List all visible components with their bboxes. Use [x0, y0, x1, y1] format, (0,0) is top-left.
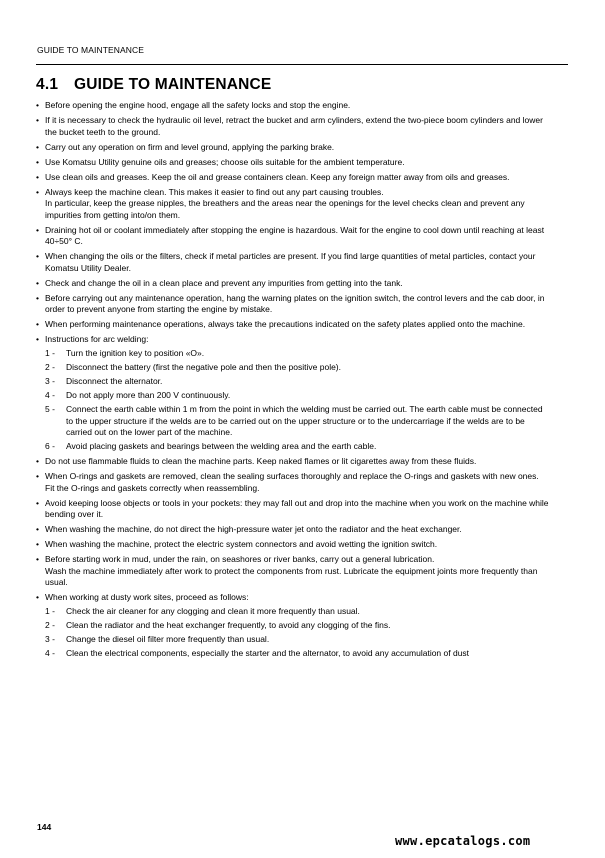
step-number: 1 -	[45, 606, 55, 616]
step-text: Avoid placing gaskets and bearings between the welding area and the earth cable.	[66, 441, 377, 451]
item-text: Do not use flammable fluids to clean the machine parts. Keep naked flames or lit cigarettes away from these fluids.	[45, 456, 477, 466]
item-text: Before starting work in mud, under the rain, on seashores or river banks, carry out a general lubrication.	[45, 554, 435, 564]
list-item	[36, 157, 550, 169]
item-text: Fit the O-rings and gaskets correctly when reassembling.	[45, 482, 260, 493]
item-text: If it is necessary to check the hydraulic oil level, retract the bucket and arm cylinders, extend the two-piece boom cylinders and lower the bucket teeth to the ground.	[45, 115, 543, 137]
bullet-icon: •	[36, 539, 39, 549]
bullet-icon: •	[36, 141, 39, 152]
step-number: 2 -	[45, 620, 55, 630]
step-number: 1 -	[45, 348, 55, 358]
item-text: Before carrying out any maintenance operation, hang the warning plates on the ignition switch, the control levers and the cab door, in order to prevent anyone from starting the engine by mistake.	[45, 292, 545, 314]
step-item	[45, 362, 550, 374]
step-number: 2 -	[45, 362, 55, 372]
bullet-icon: •	[36, 292, 39, 303]
bullet-icon: •	[36, 224, 39, 235]
list-item	[36, 334, 550, 453]
item-text: When washing the machine, protect the electric system connectors and avoid wetting the ignition switch.	[45, 539, 438, 549]
running-header: GUIDE TO MAINTENANCE	[37, 45, 145, 55]
bullet-icon: •	[36, 319, 39, 329]
item-text: When performing maintenance operations, always take the precautions indicated on the safety plates applied onto the machine.	[45, 319, 526, 329]
bullet-icon: •	[36, 156, 39, 167]
step-item	[45, 404, 550, 439]
section-title-text: GUIDE TO MAINTENANCE	[74, 76, 272, 93]
bullet-icon: •	[36, 554, 39, 564]
guide-list	[36, 100, 550, 663]
section-number: 4.1	[36, 76, 59, 93]
bullet-icon: •	[36, 115, 39, 125]
bullet-icon: •	[36, 186, 39, 197]
step-number: 6 -	[45, 441, 55, 451]
welding-steps-list	[45, 348, 550, 453]
step-text: Clean the electrical components, especially the starter and the alternator, to avoid any accumulation of dust	[66, 648, 470, 658]
item-text: Draining hot oil or coolant immediately after stopping the engine is hazardous. Wait for the engine to cool down until reaching at least 40÷50° C.	[45, 224, 545, 246]
list-item	[36, 251, 550, 274]
step-text: Do not apply more than 200 V continuously.	[66, 390, 231, 400]
item-text: Always keep the machine clean. This makes it easier to find out any part causing troubles.	[45, 186, 384, 197]
step-text: Disconnect the alternator.	[66, 376, 163, 386]
header-rule	[36, 64, 568, 65]
bullet-icon: •	[36, 251, 39, 261]
list-item	[36, 539, 550, 551]
step-item	[45, 620, 550, 632]
item-text: When washing the machine, do not direct the high-pressure water jet onto the radiator and the heat exchanger.	[45, 524, 462, 534]
watermark: www.epcatalogs.com	[395, 834, 531, 848]
bullet-icon: •	[36, 277, 39, 288]
step-item	[45, 390, 550, 402]
item-text: Carry out any operation on firm and level ground, applying the parking brake.	[45, 141, 335, 152]
step-text: Turn the ignition key to position «O».	[66, 348, 205, 358]
section-title	[36, 76, 271, 94]
bullet-icon: •	[36, 334, 39, 344]
step-number: 3 -	[45, 634, 55, 644]
list-item	[36, 498, 550, 521]
step-item	[45, 376, 550, 388]
step-text: Connect the earth cable within 1 m from the point in which the welding must be carried out. The earth cable must be connected to the upper structure if the welds are to be carried out on the upper structure or to the undercarriage if the welds are to be carried out on the lower part of the machine.	[66, 404, 543, 437]
step-item	[45, 634, 550, 646]
item-text: When working at dusty work sites, proceed as follows:	[45, 592, 249, 602]
item-text: Use Komatsu Utility genuine oils and greases; choose oils suitable for the ambient temperature.	[45, 156, 405, 167]
item-text: Use clean oils and greases. Keep the oil and grease containers clean. Keep any foreign matter away from oils and greases.	[45, 171, 510, 182]
list-item	[36, 100, 550, 112]
step-text: Change the diesel oil filter more frequently than usual.	[66, 634, 270, 644]
list-item	[36, 293, 550, 316]
dusty-steps-list	[45, 606, 550, 660]
bullet-icon: •	[36, 171, 39, 182]
step-number: 3 -	[45, 376, 55, 386]
list-item	[36, 471, 550, 494]
item-text: Wash the machine immediately after work to protect the components from rust. Lubricate the equipment joints more frequently than usual.	[45, 565, 538, 587]
item-text: When changing the oils or the filters, check if metal particles are present. If you find large quantities of metal particles, contact your Komatsu Utility Dealer.	[45, 251, 536, 273]
list-item	[36, 172, 550, 184]
item-text: Check and change the oil in a clean place and prevent any impurities from getting into the tank.	[45, 277, 403, 288]
step-text: Disconnect the battery (first the negative pole and then the positive pole).	[66, 362, 341, 372]
bullet-icon: •	[36, 592, 39, 602]
item-text: Before opening the engine hood, engage all the safety locks and stop the engine.	[45, 100, 351, 110]
item-text: In particular, keep the grease nipples, the breathers and the areas near the openings for the level checks clean and prevent any impurities from getting into/on them.	[45, 198, 525, 220]
list-item	[36, 278, 550, 290]
page-number: 144	[37, 822, 52, 832]
step-text: Check the air cleaner for any clogging and clean it more frequently than usual.	[66, 606, 360, 616]
list-item	[36, 319, 550, 331]
bullet-icon: •	[36, 497, 39, 508]
list-item	[36, 554, 550, 589]
step-number: 4 -	[45, 390, 55, 400]
bullet-icon: •	[36, 471, 39, 481]
item-text: Instructions for arc welding:	[45, 334, 149, 344]
bullet-icon: •	[36, 100, 39, 110]
list-item	[36, 142, 550, 154]
step-item	[45, 648, 550, 660]
item-text: When O-rings and gaskets are removed, clean the sealing surfaces thoroughly and replace the O-rings and gaskets with new ones.	[45, 471, 539, 481]
item-text: Avoid keeping loose objects or tools in your pockets: they may fall out and drop into the machine when you work on the machine while bending over it.	[45, 497, 549, 519]
step-item	[45, 441, 550, 453]
list-item	[36, 592, 550, 660]
step-item	[45, 348, 550, 360]
bullet-icon: •	[36, 524, 39, 534]
step-item	[45, 606, 550, 618]
list-item	[36, 225, 550, 248]
list-item	[36, 187, 550, 222]
list-item	[36, 115, 550, 138]
step-number: 4 -	[45, 648, 55, 658]
list-item	[36, 524, 550, 536]
list-item	[36, 456, 550, 468]
step-text: Clean the radiator and the heat exchanger frequently, to avoid any clogging of the fins.	[66, 620, 391, 630]
bullet-icon: •	[36, 456, 39, 466]
step-number: 5 -	[45, 404, 55, 414]
